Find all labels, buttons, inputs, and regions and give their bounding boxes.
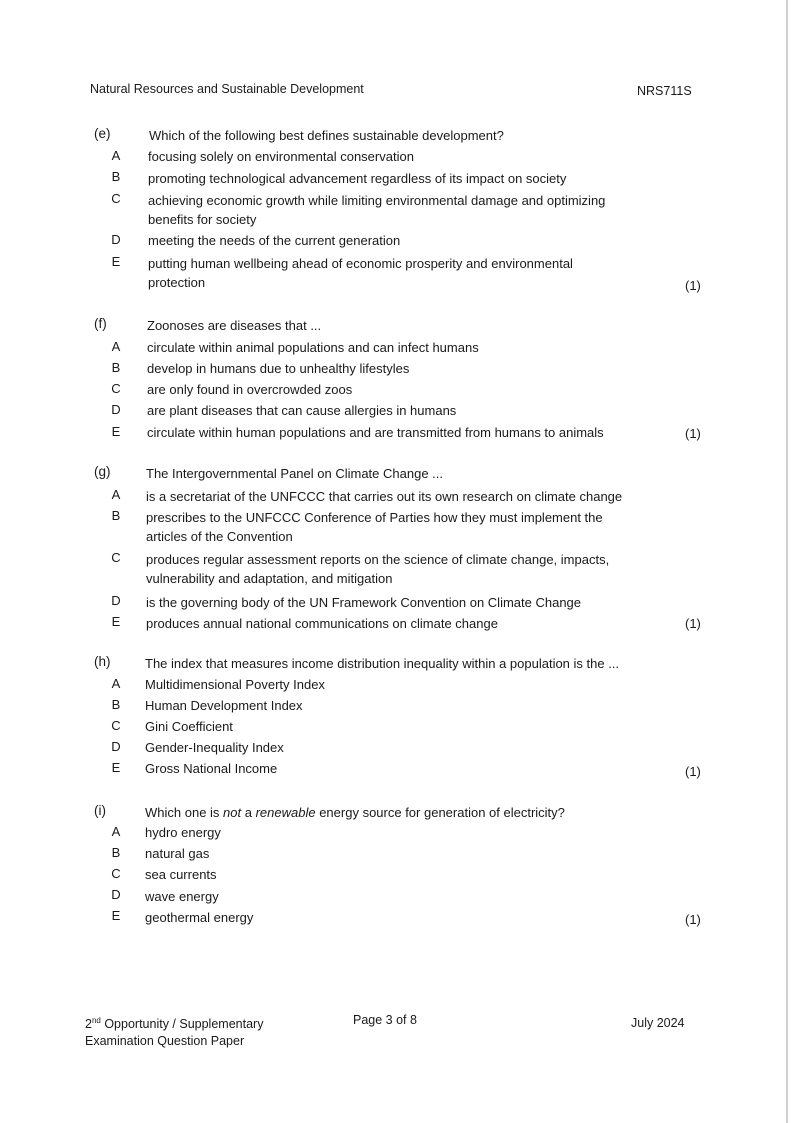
option-text: is a secretariat of the UNFCCC that carries out its own research on climate change xyxy=(146,489,623,504)
option-letter: B xyxy=(111,360,121,375)
option-letter: C xyxy=(111,381,121,396)
question-stem: Zoonoses are diseases that ... xyxy=(147,318,322,333)
option-text: are only found in overcrowded zoos xyxy=(147,382,353,397)
option-letter: A xyxy=(111,148,121,163)
option-text: sea currents xyxy=(145,867,217,882)
option-text: Gross National Income xyxy=(145,761,278,776)
question-label: (h) xyxy=(94,654,111,669)
page-edge xyxy=(786,0,788,1123)
option-letter: C xyxy=(111,866,121,881)
question-stem: Which of the following best defines sustainable development? xyxy=(149,128,504,143)
footer-exam-type xyxy=(85,1012,263,1050)
option-text: Human Development Index xyxy=(145,698,303,713)
option-letter: A xyxy=(111,824,121,839)
option-letter: E xyxy=(111,254,121,269)
option-letter: B xyxy=(111,697,121,712)
option-text: Gender-Inequality Index xyxy=(145,740,284,755)
option-text: prescribes to the UNFCCC Conference of Parties how they must implement the articles of the Convention xyxy=(146,510,603,544)
option-letter: D xyxy=(111,593,121,608)
exam-date: July 2024 xyxy=(631,1016,685,1030)
mark-allocation: (1) xyxy=(685,426,701,441)
option-text: wave energy xyxy=(145,889,219,904)
course-code: NRS711S xyxy=(637,84,692,98)
option-letter: D xyxy=(111,232,121,247)
option-text: produces regular assessment reports on the science of climate change, impacts, vulnerability and adaptation, and mitigation xyxy=(146,552,610,586)
option-text: geothermal energy xyxy=(145,910,254,925)
option-letter: A xyxy=(111,676,121,691)
option-letter: C xyxy=(111,718,121,733)
option-letter: A xyxy=(111,339,121,354)
option-text: develop in humans due to unhealthy lifestyles xyxy=(147,361,410,376)
option-letter: E xyxy=(111,424,121,439)
option-text: meeting the needs of the current generation xyxy=(148,233,401,248)
option-text: are plant diseases that can cause allergies in humans xyxy=(147,403,457,418)
option-letter: E xyxy=(111,760,121,775)
option-letter: D xyxy=(111,887,121,902)
question-label: (i) xyxy=(94,803,106,818)
footer-paper-type: Examination Question Paper xyxy=(85,1034,245,1049)
mark-allocation: (1) xyxy=(685,616,701,631)
option-letter: D xyxy=(111,402,121,417)
option-letter: C xyxy=(111,550,121,565)
mark-allocation: (1) xyxy=(685,278,701,293)
option-text: circulate within animal populations and can infect humans xyxy=(147,340,479,355)
option-letter: E xyxy=(111,614,121,629)
option-letter: B xyxy=(111,169,121,184)
question-label: (e) xyxy=(94,126,111,141)
course-title: Natural Resources and Sustainable Development xyxy=(90,82,364,96)
option-text: Gini Coefficient xyxy=(145,719,233,734)
option-letter: A xyxy=(111,487,121,502)
option-text: produces annual national communications on climate change xyxy=(146,616,498,631)
option-letter: B xyxy=(111,845,121,860)
page-number: Page 3 of 8 xyxy=(353,1013,417,1027)
mark-allocation: (1) xyxy=(685,764,701,779)
question-label: (f) xyxy=(94,316,107,331)
option-text: promoting technological advancement regardless of its impact on society xyxy=(148,171,567,186)
option-text: is the governing body of the UN Framework Convention on Climate Change xyxy=(146,595,582,610)
option-letter: B xyxy=(111,508,121,523)
option-text: hydro energy xyxy=(145,825,221,840)
mark-allocation: (1) xyxy=(685,912,701,927)
footer-opportunity: 2nd Opportunity / Supplementary xyxy=(85,1016,264,1032)
option-text: achieving economic growth while limiting environmental damage and optimizing benefits for society xyxy=(148,193,606,227)
option-letter: C xyxy=(111,191,121,206)
option-text: putting human wellbeing ahead of economic prosperity and environmental protection xyxy=(148,256,573,290)
option-text: Multidimensional Poverty Index xyxy=(145,677,325,692)
option-letter: E xyxy=(111,908,121,923)
question-stem: The Intergovernmental Panel on Climate Change ... xyxy=(146,466,444,481)
question-stem: Which one is not a renewable energy source for generation of electricity? xyxy=(145,805,565,820)
option-text: focusing solely on environmental conservation xyxy=(148,149,414,164)
option-text: circulate within human populations and are transmitted from humans to animals xyxy=(147,425,604,440)
question-label: (g) xyxy=(94,464,111,479)
question-stem: The index that measures income distribution inequality within a population is the ... xyxy=(145,656,620,671)
option-text: natural gas xyxy=(145,846,210,861)
option-letter: D xyxy=(111,739,121,754)
